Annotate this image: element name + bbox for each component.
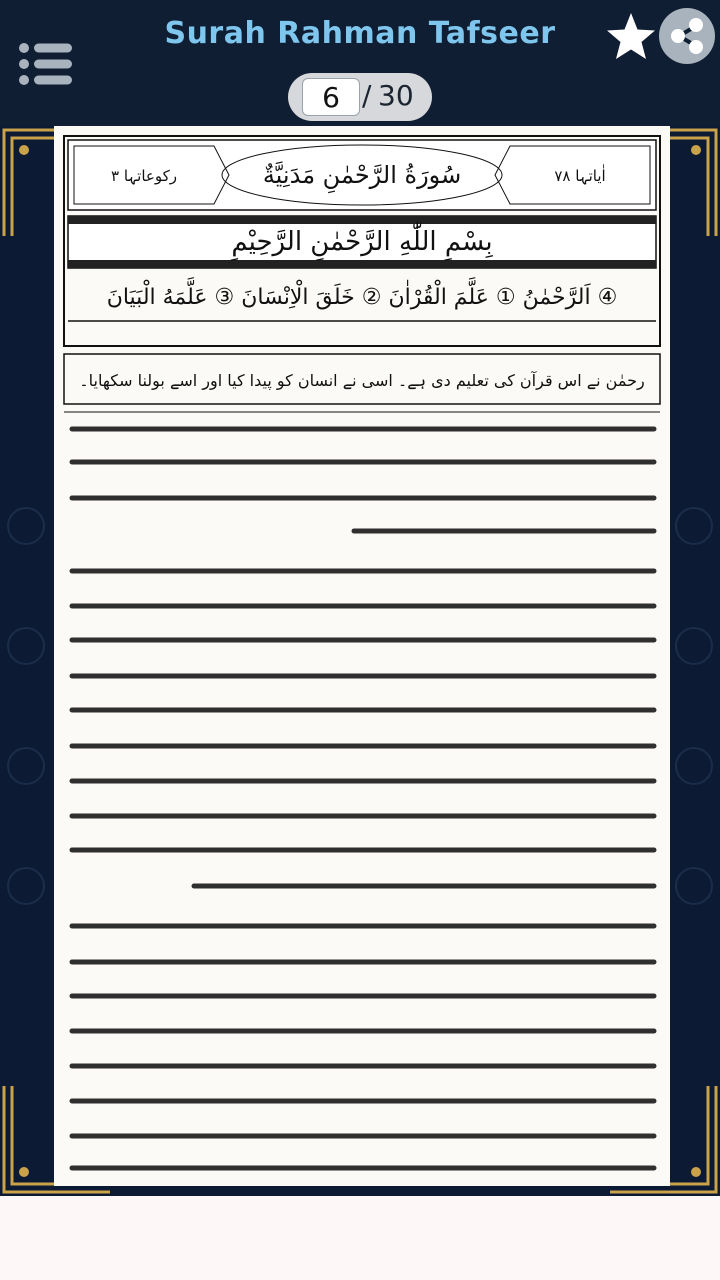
bismillah: بِسْمِ اللّٰهِ الرَّحْمٰنِ الرَّحِيْمِ [231, 227, 493, 257]
page-viewer[interactable] [0, 126, 720, 1196]
surah-title: سُورَةُ الرَّحْمٰنِ مَدَنِيَّةٌ [262, 161, 462, 189]
ayat-label: اٰیاتہا ۷۸ [554, 167, 606, 185]
share-icon[interactable] [659, 8, 715, 64]
page-number-input[interactable] [302, 78, 360, 116]
translation-text: رحمٰن نے اس قرآن کی تعلیم دی ہے۔ اسی نے انسان کو پیدا کیا اور اسے بولنا سکھایا۔ [79, 371, 645, 390]
app-title: Surah Rahman Tafseer [164, 16, 556, 51]
tafseer-page-image [54, 126, 670, 1186]
app-header [0, 0, 720, 126]
bottom-blank-area [0, 1196, 720, 1280]
ruku-label: رکوعاتہا ۳ [110, 167, 178, 185]
verse-line: اَلرَّحْمٰنُ ① عَلَّمَ الْقُرْاٰنَ ② خَلَقَ الْاِنْسَانَ ③ عَلَّمَهُ الْبَيَانَ ④ [106, 285, 618, 310]
page-total: 30 [378, 79, 414, 112]
page-navigator [288, 73, 432, 121]
star-icon[interactable] [604, 10, 658, 64]
hamburger-menu-icon[interactable] [18, 42, 74, 86]
page-separator: / [362, 79, 372, 112]
